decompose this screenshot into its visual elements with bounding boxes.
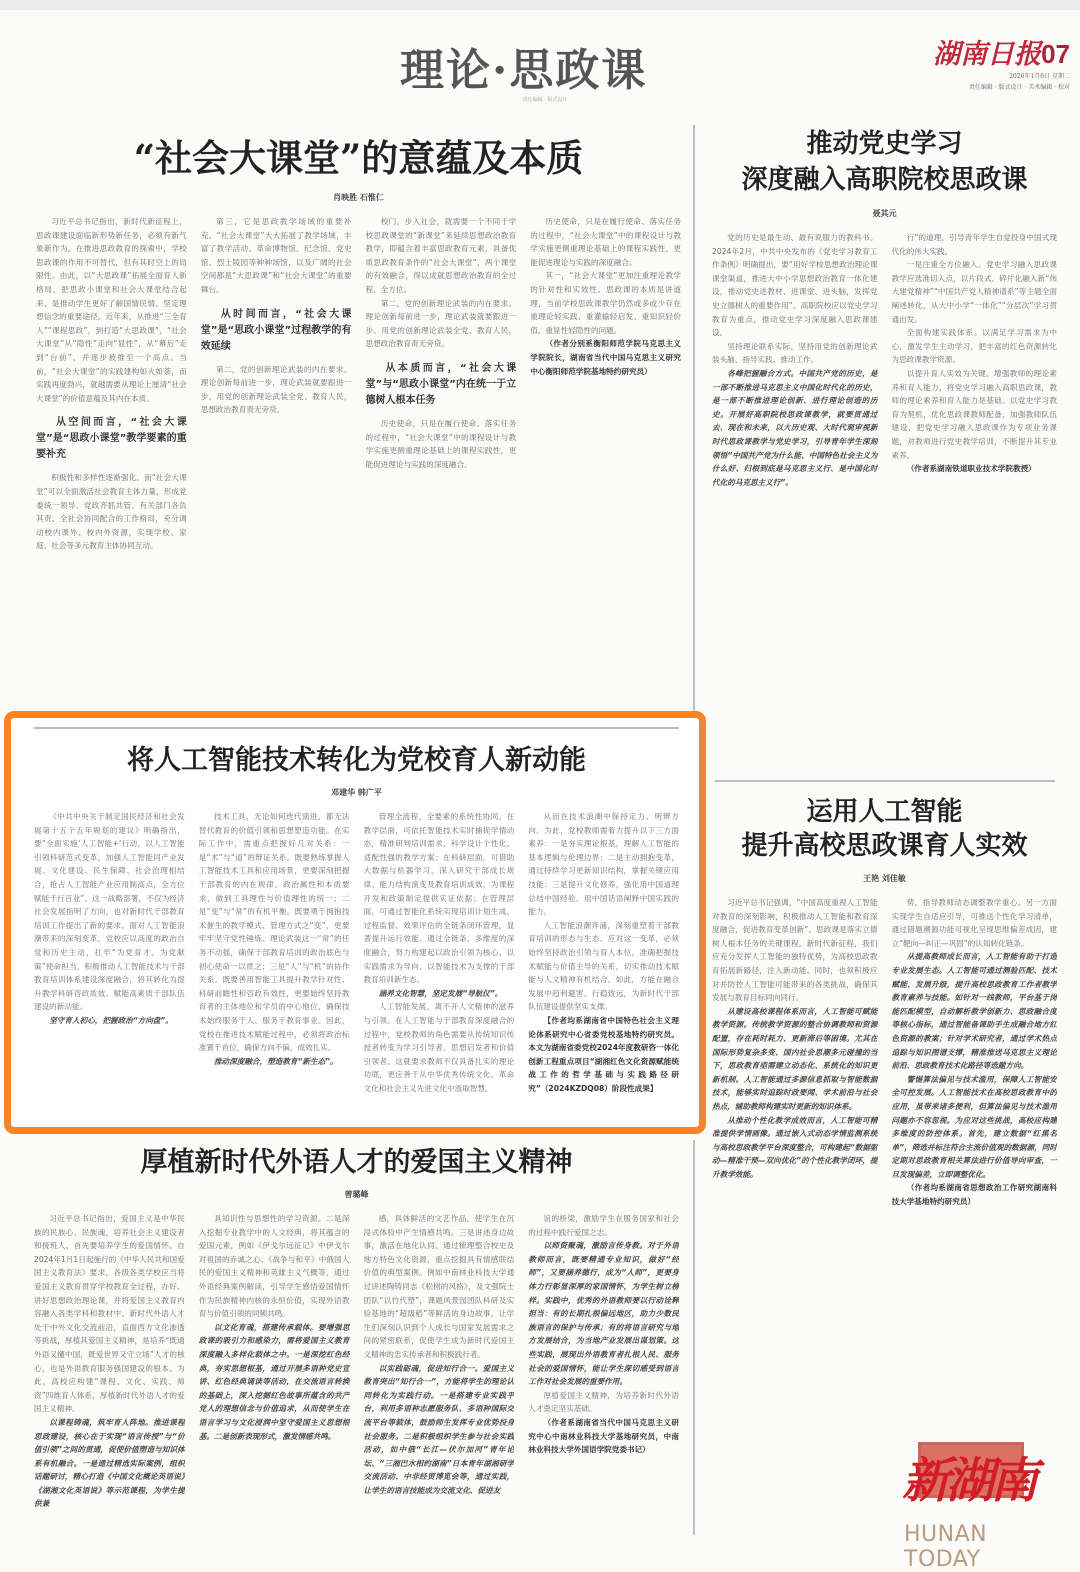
paragraph: 厚植爱国主义精神，为培养新时代外语人才奠定坚实基础。	[528, 1390, 679, 1414]
paragraph: 坚持理论联系实际，坚持用党的创新理论武装头脑、指导实践、推动工作。	[712, 341, 878, 365]
paragraph: 以提升育人实效为关键。增强教师的理论素养和育人能力，将党史学习融入高职思政课，教师的理论素养和育人能力是基础。以党史学习教育为契机，优化思政课教师配备，加强教师队伍建设，把党史学习融入思政课作为专项业务课题，对教师进行党史教学培训，不断提升其专业素养。	[891, 368, 1057, 460]
article-column	[364, 810, 515, 1130]
article-column	[892, 896, 1058, 1436]
article-column	[199, 1212, 350, 1512]
section-divider	[34, 727, 679, 729]
paragraph: 以课程铸魂，筑牢育人阵地。推进课程思政建设，核心在于实现“语言传授”与“价值引领”之间的贯通，促使价值塑造与知识体系有机融合。一是通过精选实际案例，组织话题研讨，精心打造《中国文化概论英语说》《湖湘文化英语说》等示范课程，为学生提供兼	[34, 1417, 185, 1509]
lead-in: 坚守育人初心，把握政治“方向盘”。	[49, 1015, 173, 1025]
article-byline: 曾璐峰	[344, 1190, 369, 1199]
article-headline: 厚植新时代外语人才的爱国主义精神	[140, 1147, 573, 1178]
article-social-classroom	[36, 122, 681, 710]
article-column	[34, 1212, 185, 1512]
date-line: 2026年1月6日 星期二	[1009, 73, 1070, 80]
paragraph: 从提高教师成长而言，人工智能有助于打造专业发展生态。人工智能可通过测验匹配、技术赋能、发展升级，提升高校思政教育工作者教学教育素养与技能。如针对一线教师，平台基于岗能匹配模型，自动解析教学创新力、思政融合度等核心指标，通过智能备课助手生成融合地方红色资源的教案；针对学术研究者，通过学术热点追踪与知识图谱支撑，精准推送马克思主义理论前沿、思政教育技术化路径等选题方向。	[891, 952, 1057, 1071]
paragraph: 以实践砺魂，促进知行合一。爱国主义教育突出“知行合一”，方能将学生的理论认同转化为实践行动。一是搭建专业实践平台，利用多语种志愿服务队、多语种国际交流平台等载体，鼓励师生发挥专业优势投身社会服务。二是积极组织学生参与社会实践活动，如中俄“长江—伏尔加河”青年论坛、“三湘巴水相约湖南”日本青年湖湘研学交流活动、中非经贸博览会等，通过实践，让学生的语言技能成为交流文化、促进友	[363, 1363, 515, 1495]
article-column	[366, 215, 517, 730]
article-column	[34, 810, 185, 1130]
paragraph: 感，具体鲜活的文艺作品，使学生在沉浸式体验中产生情感共鸣。三是讲述身边故事，激活在地化认同。通过梳理整合校史及地方特色文化资源，重点挖掘具有情感联结价值的典型案例。例如中南林业科技大学通过讲述陶铸同志《松树的风格》，及文强院士团队“以竹代塑”，课题风景园团队科研及实验基地的“超级稻”等鲜活的身边故事，让学生们深刻认识到个人成长与国家发展需求之间的紧密联系，促使学生成为新时代爱国主义精神的忠实传承者和积极践行者。	[363, 1214, 515, 1359]
article-column	[712, 896, 878, 1436]
article-column	[892, 231, 1058, 776]
paragraph: 《中共中央关于制定国民经济和社会发展第十五个五年规划的建议》明确指出，要“全面实施‘人工智能+’行动，以人工智能引领科研范式变革，加强人工智能同产业发展、文化建设、民生保障、社会治理相结合，抢占人工智能产业应用制高点，全方位赋能千行百业”。这一战略部署，不仅为经济社会发展指明了方向，也对新时代干部教育培训工作提出了新的要求。面对人工智能浪潮带来的深刻变革，党校应以高度的政治自觉和历史主动，扛牢“为党育才、为党献策”使命担当，积极推动人工智能技术与干部教育培训体系建设深度融合，将其转化为提升教学科研咨政质效、赋能高素质干部队伍建设的新动能。	[34, 812, 185, 1012]
paragraph: 习近平总书记指出，新时代新征程上，思政课建设面临新形势新任务，必须有新气象新作为。在推进思政教育的探索中，学校思政课的作用不可替代，但有其时空上的局限性。由此，以“大思政课”拓展全面育人新格局，把思政小课堂和社会大课堂结合起来，是推动学生更好了解国情民情、坚定理想信念的重要途径。近年来，从推进“三全育人”“课程思政”，到打造“大思政课”，“社会大课堂”从“隐性”走向“显性”，从“幕后”走到“台前”，并逐步被推至一个高点。当前，“社会大课堂”的实践建构如火如荼，而实践再度勃兴，就越需要从理论上厘清“社会大课堂”的价值意蕴及其内在本质。	[36, 217, 187, 403]
article-column	[528, 1212, 679, 1512]
paragraph: 第二，党的创新理论武装的内在要求。理论创新每前进一步，理论武装就要跟进一步。用党的创新理论武装全党、教育人民，思想政治教育责无旁贷。	[200, 364, 352, 415]
lead-in: 涵养文化智慧，坚定发展“导航仪”。	[378, 988, 503, 998]
paragraph: 第二，党的创新理论武装的内在要求。理论创新每前进一步，理论武装就要跟进一步。用党的创新理论武装全党、教育人民，思想政治教育责无旁贷。	[365, 298, 517, 349]
article-party-history	[712, 122, 1057, 772]
article-ai-party-school[interactable]	[34, 738, 679, 1118]
article-byline: 邓建华 韩广平	[331, 788, 382, 797]
paragraph: 技术工具，无论如何迭代演进，都无法替代教育的价值引领和思想塑造功能。在实际工作中，需重点把握好几对关系：一是“术”与“道”的辩证关系。既要熟练掌握人工智能技术工具和应用场景，更要深刻把握干部教育的内在规律、政治属性和本质要求，做到工具理性与价值理性的统一；二是“变”与“常”的有机平衡。既要勇于拥抱技术催生的教学模式、管理方式之“变”，更要牢牢坚守党性锤炼、理论武装这一“常”的任务不动摇，确保干部教育培训的政治底色与初心使命一以贯之；三是“人”与“机”的协作关系。既要善用智能工具提升教学针对性、科研前瞻性和咨政有效性，更要始终坚持教育者的主体地位和学员的中心地位，确保技术始终服务于人、服务于教育事业。因此，党校在推进技术赋能过程中，必须将政治标准置于首位，确保方向不偏、成效扎实。	[198, 812, 350, 1053]
paragraph: 其一，“社会大课堂”更加注重理论教学的针对性和实效性。思政课的本质是讲道理，当前学校思政课教学仍然或多或少存在重理论轻实践、重灌输轻启发、重知识轻价值、重显性轻隐性的问题。	[530, 271, 681, 335]
column-divider	[693, 1140, 695, 1535]
article-headline: “社会大课堂”的意蕴及本质	[133, 136, 584, 180]
brand-watermark	[900, 1430, 1070, 1572]
headline-line: 提升高校思政课育人实效	[741, 831, 1028, 861]
brand-tagline: HUNAN TODAY	[904, 1522, 988, 1572]
brand-logo-text: 新湖南	[902, 1453, 1035, 1509]
paragraph: 行”的道理，引导青年学生自觉投身中国式现代化的伟大实践。	[891, 233, 1057, 256]
editors-line: 责任编辑 · 版式设计 · 美术编辑 · 校对	[968, 84, 1070, 91]
section-divider	[715, 780, 1055, 782]
article-byline: 肖映胜 石惟仁	[333, 193, 384, 202]
article-column	[712, 231, 878, 776]
author-note: （作者均系湖南省思想政治工作研究湖南科技大学基地特约研究员）	[891, 1183, 1057, 1207]
headline-line: 推动党史学习	[806, 129, 963, 159]
section-subtitle: 责任编辑 · 版式设计	[522, 97, 568, 103]
column-divider	[693, 125, 695, 715]
headline-line: 深度融入高职院校思政课	[741, 165, 1028, 195]
paragraph: 势，指导教师动态调整教学重心。另一方面实现学生自适应引导，可推送个性化学习清单，通过错题溯源功能可视化呈现思维偏差成因，建立“靶向—纠正—巩固”的认知转化链条。	[891, 898, 1057, 948]
subheading: 从本质而言，“社会大课堂”与“思政小课堂”内在统一于立德树人根本任务	[365, 362, 517, 406]
paragraph: 习近平总书记强调，“中国高度重视人工智能对教育的深刻影响，积极推动人工智能和教育深度融合，促进教育变革创新”。思政课是落实立德树人根本任务的关键课程。新时代新征程，我们应充分发挥人工智能的独特优势，为高校思政教育拓展新路径，注入新动能。同时，也须积极应对并防控人工智能可能带来的各类挑战，确保其发展与教育目标同向同行。	[712, 898, 878, 1003]
paragraph: 警惕算法偏见与技术滥用，保障人工智能安全可控发展。人工智能技术在高校思政教育中的应用，虽带来诸多便利，但算法偏见与技术滥用问题亦不容忽视。为应对这些挑战，高校应构建多维度的防控体系。首先，建立数据“红黑名单”，筛选并标注符合主流价值观的数据源，同时定期对思政教育相关算法进行价值导向审查，一旦发现偏差，立即调整优化。	[891, 1074, 1057, 1179]
author-note: 【作者均系湖南省中国特色社会主义理论体系研究中心省委党校基地特约研究员。本文为湖南省委党校2024年度教研咨一体化创新工程重点项目“湖湘红色文化资源赋能统战工作的哲学基础与实践路径研究”（2024KZDQ08）阶段性成果】	[528, 1015, 679, 1093]
paragraph: 第三，它是思政教学场域的重要补充。“社会大课堂”大大拓展了教学场域，丰富了教学活动。革命博物馆、纪念馆、党史馆、烈士陵园等种种场馆，以及广阔的社会空间都是“大思政课”和“社会大课堂”的重要舞台。	[200, 217, 352, 294]
top-bar	[0, 0, 1080, 10]
page-number: 07	[1041, 39, 1070, 69]
masthead	[930, 32, 1070, 93]
article-byline: 王艳 刘佳敏	[863, 874, 906, 883]
paragraph: 管理全流程、全要素的系统性协同。在教学层面，可依托智能技术实时捕捉学情动态，精准研判培训需求，科学设计个性化、适配性强的教学方案；在科研层面，可借助大数据与机器学习，深入研究干部成长规律、能力结构演变及教育培训成效，为课程开发和政策制定提供实证依据；在管理层面，可通过智能化系统实现培训计划生成、过程监督、效果评估的全链条闭环管理，显著提升运行效能。通过全链条、多维度的深度融合，努力构建起以政治引领为核心、以实践需求为导向、以智能技术为支撑的干部教育培训新生态。	[363, 812, 515, 985]
paragraph: 以师资聚魂，激励言传身教。对于外语教师而言，既要精通专业知识，做好“经师”，又要涵养德行，成为“人师”，更要身体力行彰显深厚的家国情怀，为学生树立榜样。实践中，优秀的外语教师要以行动诠释担当：有的长期扎根偏远地区，助力少数民族语言的保护与传承；有的将语言研究与地方发展结合，为当地产业发展出谋划策。这些实践，展现出外语教育者扎根人民、服务社会的爱国情怀，能让学生深切感受到语言工作对社会发展的重要作用。	[528, 1241, 679, 1387]
subheading: 从空间而言，“社会大课堂”是“思政小课堂”教学要素的重要补充	[36, 417, 187, 461]
paragraph: 从推动个性化教学成效而言，人工智能可精准提供学情画像。通过嵌入式动态学情监测系统与高校思政教学平台深度整合，可构建起“数据驱动—精准干预—双向优化”的个性化教学闭环，提升教学效能。	[712, 1115, 878, 1179]
lead-in: 推动深度融合，塑造教育“新生态”。	[213, 1056, 338, 1066]
article-column	[528, 810, 679, 1130]
headline-line: 运用人工智能	[806, 797, 963, 827]
article-column	[36, 215, 187, 730]
article-foreign-language-talent	[34, 1140, 679, 1510]
article-column	[364, 1212, 515, 1512]
paragraph: 一是注重全方位融入。党史学习融入思政课教学应选准切入点，以片段式、碎片化融入新“伟大建党精神”“中国共产党人精神谱系”等主题全面阐述转化，从大中小学“一体化”“分层次”学习贯通出发。	[891, 260, 1057, 324]
masthead-logo: 湖南日报	[933, 39, 1042, 70]
article-column	[199, 810, 350, 1130]
paragraph: 校门，步入社会，就需要一个不同于学校思政课堂的“新课堂”来延续思想政治教育教学，即蕴含着丰富思政教育元素，具备优质思政教育条件的“社会大课堂”，两个课堂的有效融合，得以成就思想政治教育的全过程、全方位。	[365, 217, 517, 294]
paragraph: 具知识性与思想性的学习资源。二是深入挖掘专业教学中的人文经典，将其蕴含的爱国元素，例如《伊戈尔远征记》中伊戈尔对祖国的赤诚之心、《战争与和平》中俄国人民的爱国主义精神和英雄主义气概等，通过外语经典案例解读，引导学生感悟爱国情怀作为民族精神内核的永恒价值，实现外语教育与价值引领的同频共鸣。	[198, 1214, 350, 1319]
paragraph: 谊的桥梁，激励学生在服务国家和社会的过程中践行爱国之志。	[528, 1214, 679, 1237]
paragraph: 各峰把握融合方式。中国共产党的历史，是一部不断推进马克思主义中国化时代化的历史，是一部不断推进理论创新、进行理论创造的历史。开展好高职院校思政课教学，就要贯通过去、现在和未来，以大历史观、大时代观审视新时代思政课教学与党史学习，引导青年学生深刻领悟“中国共产党为什么能、中国特色社会主义为什么好、归根到底是马克思主义行、是中国化时代化的马克思主义行”。	[712, 368, 878, 487]
article-headline	[712, 795, 1057, 863]
paragraph: 以文化育魂，搭建传承载体。要增强思政课的吸引力和感染力，需将爱国主义教育深度融入多样化载体之中。一是深挖红色经典，夯实思想根基，通过开展多语种党史宣讲、红色经典诵读等活动，在交流语言转换的基础上，深入挖掘红色故事所蕴含的共产党人的理想信念与价值追求，从而使学生在语言学习与文化浸润中坚守爱国主义思想根基。二是创新表现形式，激发情感共鸣。	[198, 1322, 350, 1441]
article-ai-university	[712, 795, 1057, 1435]
paragraph: 全面构建实践体系。以满足学习需求为中心，激发学生主动学习，把丰富的红色资源转化为思政课教学资源。	[891, 328, 1057, 365]
article-headline: 将人工智能技术转化为党校育人新动能	[127, 745, 586, 776]
article-column	[201, 215, 352, 730]
paragraph: 积极性和多样性逐渐强化。而“社会大课堂”可以全面激活社会教育主体力量，形成党委统一领导、党政齐抓共管、有关部门各负其责、全社会协同配合的工作格局，充分调动校内课外、校内外资源，实现学校、家庭、社会等多元教育主体协同互动。	[36, 473, 187, 551]
paragraph: 历史使命，只是在履行使命、落实任务的过程中，“社会大课堂”中的课程设计与教学实施更侧重理论基础上的课程实践性，更能促进理论与实践的深度融合。	[365, 418, 517, 469]
paragraph: 人工智能发展，离不开人文精神的滋养与引领。在人工智能与干部教育深度融合的过程中，党校教师的角色需要从传统知识传授者转变为学习引导者、思想启发者和价值引领者。这就要求教师不仅具备扎实的理论功底，更应善于从中华优秀传统文化、革命文化和社会主义先进文化中汲取智慧。	[363, 1002, 515, 1093]
article-headline	[712, 126, 1057, 198]
paragraph: 习近平总书记指出，爱国主义是中华民族的民族心、民族魂，培养社会主义建设者和接班人，首先要培养学生的爱国情怀。自2024年1月1日起施行的《中华人民共和国爱国主义教育法》要求，各级各类学校应当将爱国主义教育贯穿学校教育全过程，办好、讲好思想政治理论课，并将爱国主义教育内容融入各类学科和教材中。新时代外语人才处于中外文化交流前沿，直面西方文化渗透等挑战，厚植其爱国主义精神，是培养“既通外语又懂中国，既爱世界又守立场”人才的核心，也是外语教育服务强国建设的根本。为此，高校应构建“课程、文化、实践、师资”四维育人体系，厚植新时代外语人才的爱国主义精神。	[34, 1214, 185, 1414]
subheading: 从时间而言，“社会大课堂”是“思政小课堂”过程教学的有效延续	[200, 308, 352, 352]
article-byline: 聂其元	[872, 209, 897, 218]
paragraph: 从建设高校课程体系而言，人工智能可赋能教学资源。传统教学资源的整合协调教师和资源配置，存在耗时耗力、更新滞后等困境。尤其在国际形势复杂多变、国内社会思潮多元碰撞的当下，思政教育亟需建立动态化、系统化的知识更新机制。人工智能通过多源信息抓取与智能数据技术，能够实时追踪时政要闻、学术前沿与社会热点，辅助教师构建实时更新的知识体系。	[712, 1006, 878, 1111]
paragraph: 历史使命，只是在履行使命、落实任务的过程中，“社会大课堂”中的课程设计与教学实施更侧重理论基础上的课程实践性，更能促进理论与实践的深度融合。	[530, 217, 681, 267]
author-note: （作者系湖南省当代中国马克思主义研究中心中南林业科技大学基地研究员，中南林业科技大学外国语学院党委书记）	[528, 1417, 679, 1455]
author-note: （作者系湖南铁道职业技术学院教授）	[906, 464, 1036, 474]
paragraph: 人工智能浪潮奔涌，深刻重塑着干部教育培训的形态与生态。应对这一变革，必须始终坚持政治引领与育人本位，准确把握技术赋能与价值主导的关系，切实推动技术赋能与人文精神有机结合。如此，方能在融合发展中趋利避害、行稳致远，为新时代干部队伍建设提供坚实支撑。	[528, 920, 679, 1012]
section-title: 理论·思政课	[400, 45, 648, 96]
author-note: （作者分别系衡阳师范学院马克思主义学院院长，湖南省当代中国马克思主义研究中心衡阳师范学院基地特约研究员）	[530, 339, 681, 376]
paragraph: 从而在技术浪潮中保持定力、明辨方向。为此，党校教师需着力提升以下三方面素养：一是夯实理论根基，理解人工智能的基本逻辑与伦理边界；二是主动拥抱变革，通过持续学习更新知识结构，掌握关键应用技能；三是提升文化修养，强化用中国道理总结中国经验、用中国话语阐释中国实践的能力。	[528, 812, 679, 917]
paragraph: 党的历史是最生动、最有说服力的教科书。2024年2月，中共中央发布的《党史学习教育工作条例》明确提出，要“用好学校思想政治理论课课堂渠道，推进大中小学思想政治教育一体化建设，推动党史进教材、进课堂、进头脑，发挥党史立德树人的重要作用”。高职院校应以党史学习教育为重点，推动党史学习深度融入思政课建设。	[712, 233, 878, 338]
article-column	[530, 215, 681, 730]
